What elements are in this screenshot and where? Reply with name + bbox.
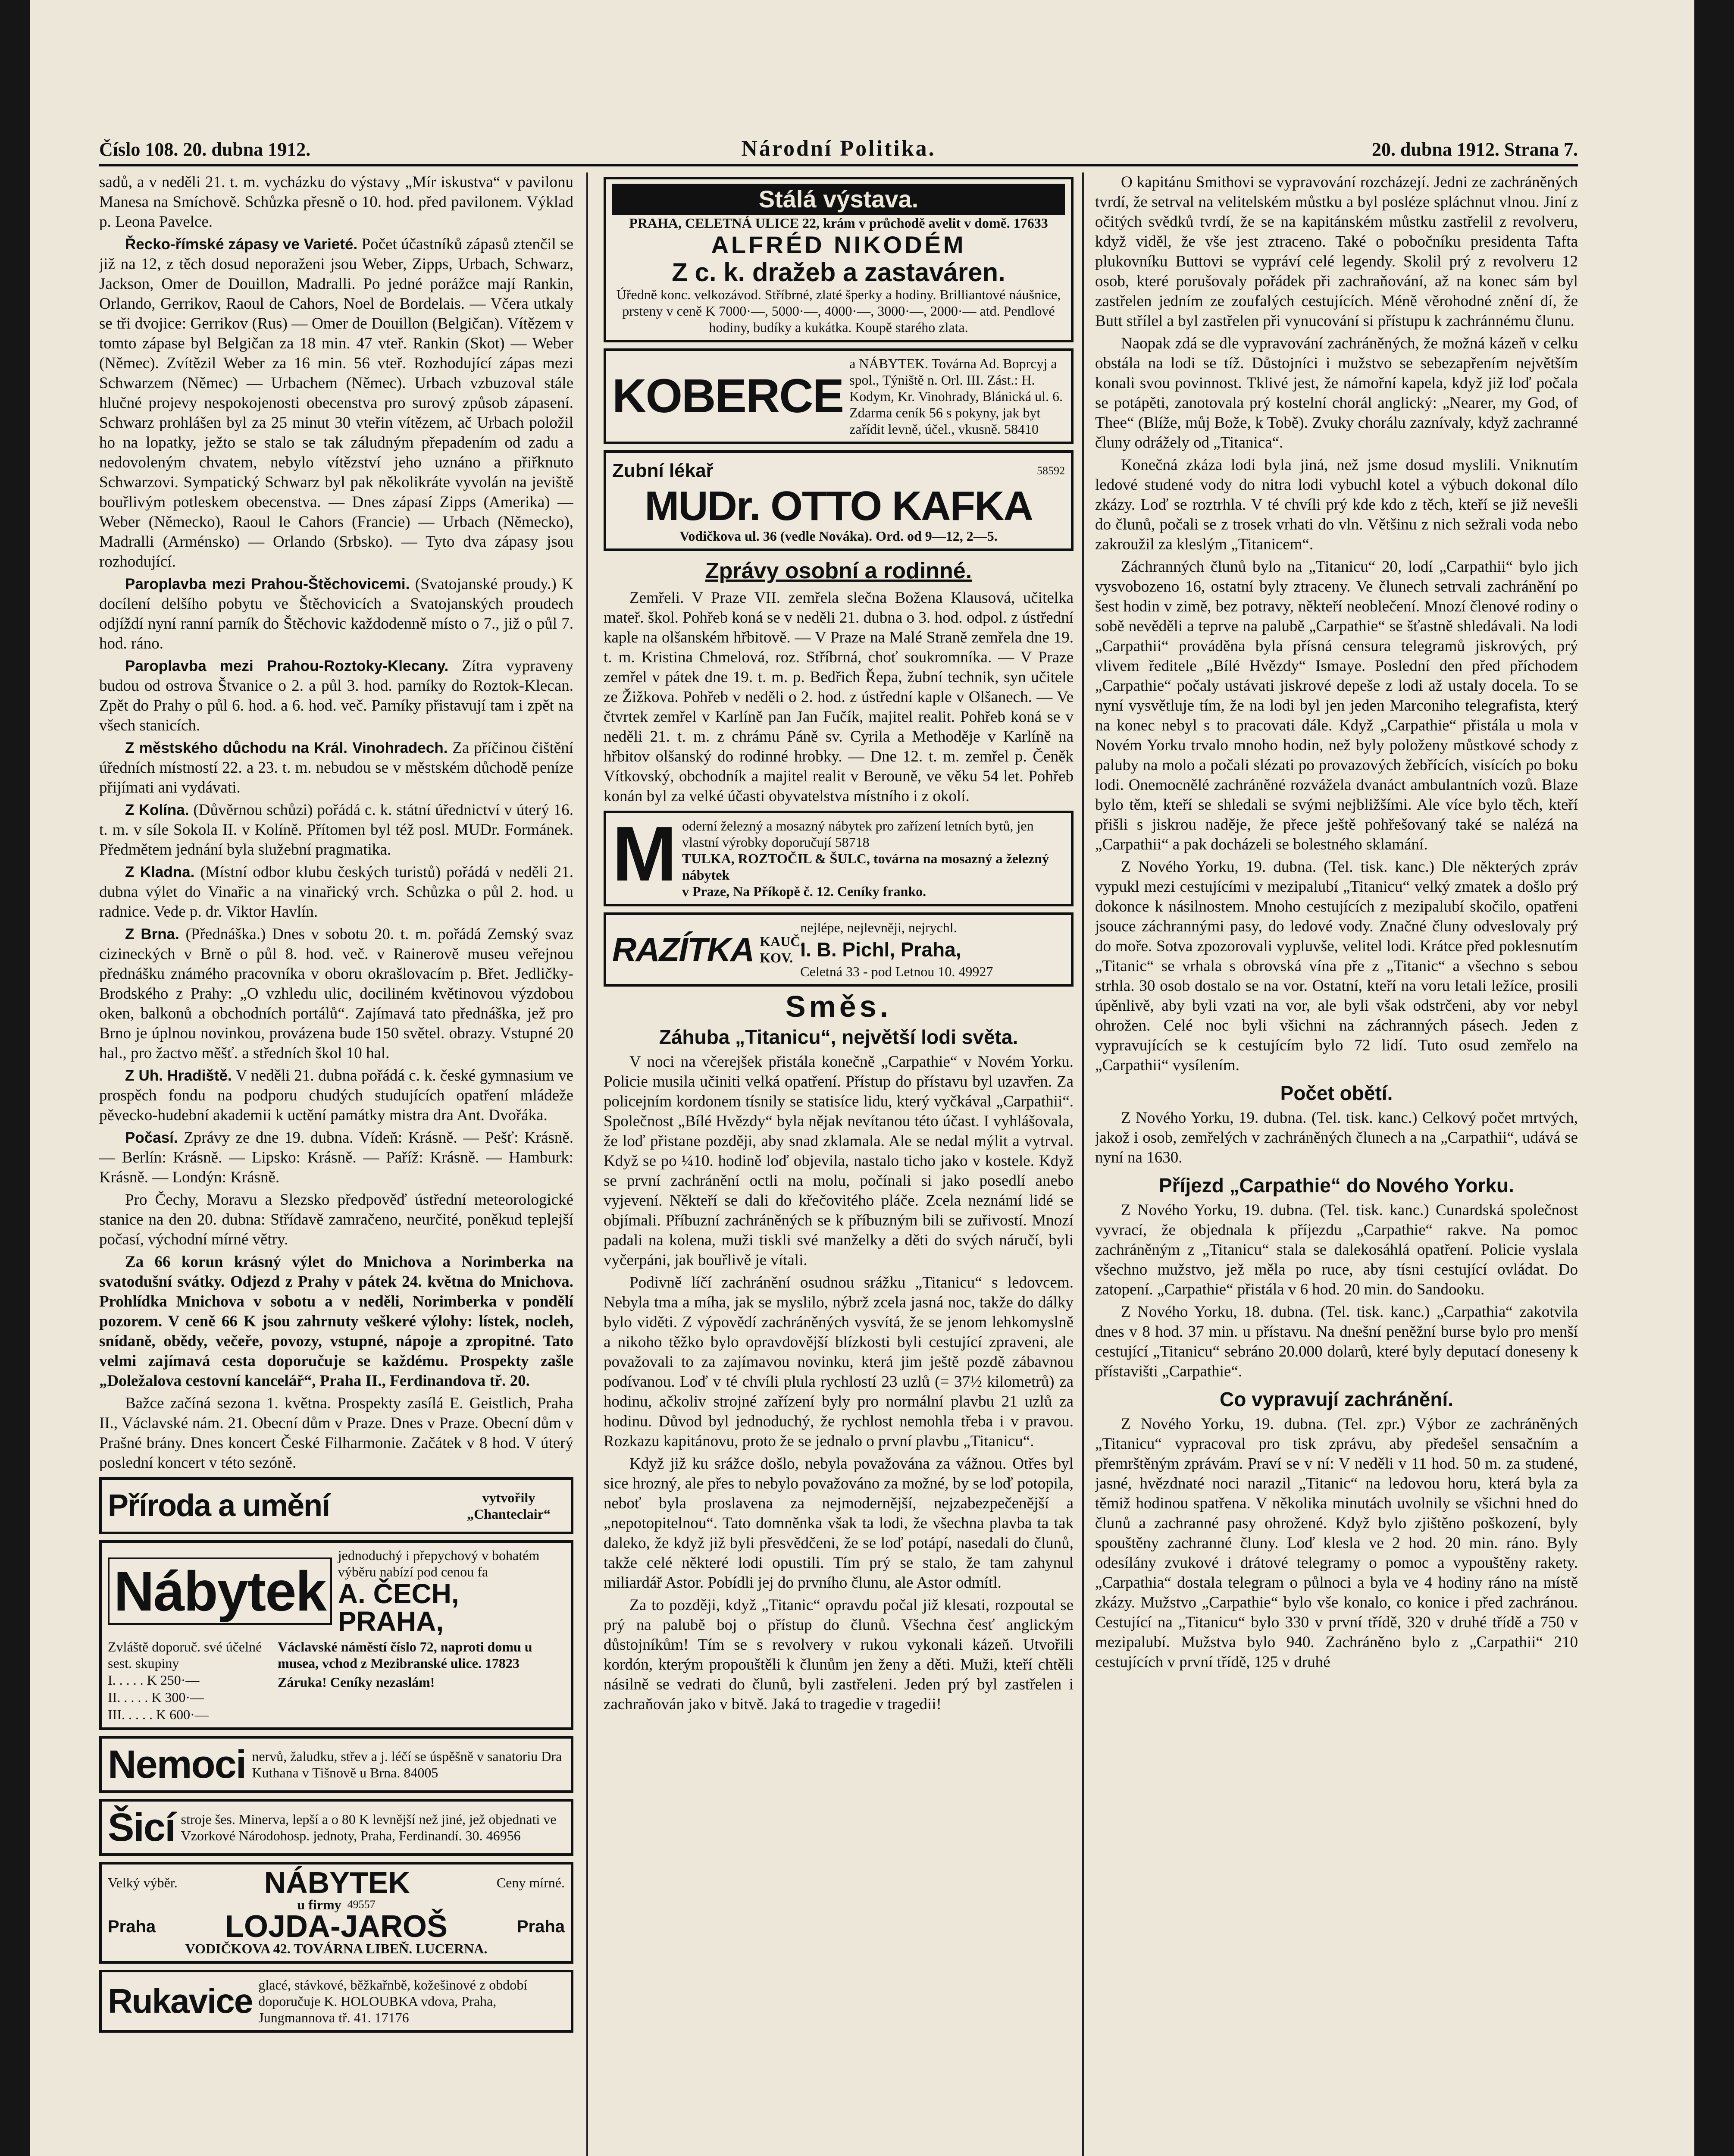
ad-title: NÁBYTEK: [264, 1866, 410, 1899]
article-body: Zítra vypraveny budou od ostrova Štvanice o 2. a půl 3. hod. parníky do Roztok-Klecan. Zpět do Prahy o půl 6. hod. a 6. hod. več. Parníky přistavují tam i zpět na všech stanicích.: [99, 657, 573, 734]
ad-nemoci: [99, 1736, 573, 1793]
ad-text: nervů, žaludku, střev a j. léčí se úspěšně v sanatoriu Dra Kuthana v Tišnově u Brna. 84005: [252, 1749, 562, 1780]
ad-priroda: [99, 1477, 573, 1534]
column-rule-1: [586, 172, 588, 2156]
article-paragraph: [99, 862, 573, 922]
ad-text: nejlépe, nejlevněji, nejrychl.: [800, 920, 957, 935]
article-paragraph: Pro Čechy, Moravu a Slezsko předpověď ústřední meteorologické stanice na den 20. dubna: Střídavě zamračeno, neurčité, poněkud teplejší počasí, východní mírné větry.: [99, 1191, 573, 1248]
page-right-edge: [1694, 0, 1734, 2156]
article-paragraph: Bažce začíná sezona 1. května. Prospekty zasílá E. Geistlich, Praha II., Václavské nám. 21. Obecní dům v Praze. Dnes v Praze. Obecní dům v Prašné brány. Dnes koncert České Filharmonie. Začátek v 8 hod. V úterý poslední koncert v této sezóně.: [99, 1395, 573, 1472]
article-heading: Z městského důchodu na Král. Vinohradech.: [125, 740, 448, 756]
ad-side: KAUČ. KOV.: [760, 934, 804, 965]
article-paragraph: Když již ku srážce došlo, nebyla považována za vážnou. Otřes byl sice hrozný, ale přes to nebylo považováno za možné, by se loď potopila, neboť byla proslavena za nejmodernější, nejzabezpečenější a „nepotopitelnou“. Tato domněnka však ta lodi, že všechna plavba ta tak daleko, že když již byli přesvědčeni, že se loď potápí, nasedali do člunů, takže celé některé lodi opustili. Tím prý se stalo, že tam zahynul miliardář Astor. Pobídli jej do prvního člunu, ale Astor odmítl.: [604, 1455, 1074, 1592]
article-paragraph: [99, 574, 573, 654]
ad-number: 49557: [347, 1898, 376, 1911]
ad-text: glacé, stávkové, běžkařnbě, kožešinové z období doporučuje K. HOLOUBKA vdova, Praha, Jungmannova tř. 41. 17176: [258, 1977, 528, 2025]
ad-koberce: [604, 348, 1074, 444]
ad-razitka: [604, 912, 1074, 987]
ad-city: Praha: [108, 1917, 156, 1936]
article-body: (Důvěrnou schůzi) pořádá c. k. státní úřednictví v úterý 16. t. m. v síle Sokola II. v Kolíně. Přítomen byl též posl. MUDr. Formánek. Předmětem jednání byla služební pragmatika.: [99, 801, 573, 859]
article-heading: Z Uh. Hradiště.: [125, 1067, 232, 1084]
article-body: (Svatojanské proudy.) K docílení delšího pobytu ve Štěchovicích a Svatojanských proudech odjíždí nyní ranní parník do Štěchovic každodenně místo o 7., již o půl 7. hod. ráno.: [99, 575, 573, 652]
ad-firm: TULKA, ROZTOČIL & ŠULC, továrna na mosazný a železný nábytek: [682, 851, 1049, 883]
ad-address: VODIČKOVA 42. TOVÁRNA LIBEŇ. LUCERNA.: [185, 1941, 488, 1956]
column-middle: [604, 172, 1074, 2156]
article-paragraph: V noci na včerejšek přistála konečně „Carpathie“ v Novém Yorku. Policie musila učiniti velká opatření. Přístup do přístavu byl uzavřen. Za policejním kordonem tísnily se statisíce lidu, který vyčkával „Carpathii“. Společnost „Bílé Hvězdy“ byla nějak nevítanou této účast. I vyhlášovala, že loď přistane později, aby snad zklamala. Ale se nedal mýlit a vytrval. Když se po ¼10. hodině loď objevila, nastalo ticho jako v kostele. Když se první zachránění octli na molu, počínali si jako posedlí anebo vyjevení. Někteří se dali do křečovitého pláče. Zcela neznámí lidé se objímali. Příbuzní zachráněných se k příbuzným bili se zuřivostí. Mnozí padali na kolena, muži tiskli své manželky a děti do svých náručí, byli vyčerpáni, jak bouřlivě je vítali.: [604, 1053, 1074, 1269]
ad-text: Ceny mírné.: [496, 1875, 565, 1890]
ad-lojda-jaros: [99, 1862, 573, 1964]
ad-firm: A. ČECH, PRAHA,: [338, 1578, 459, 1637]
article-paragraph: [99, 738, 573, 798]
article-paragraph: Podivně líčí zachránění osudnou srážku „Titanicu“ s ledovcem. Nebyla tma a míha, jak se myslilo, nýbrž zcela jasná noc, takže do dálky bylo viděti. Z výpovědí zachráněných vysvítá, že se jenom lehkomyslně a nikoho těžko bylo opravdovější blízkosti byli cestující zpraveni, ale považovali to za zajímavou novinku, která jim ještě pozdě zábavnou podívanou. Loď v té chvíli plula rychlostí 23 uzlů (= 37½ kilometrů) za hodinu, ačkoliv strojné zařízení byly pro normální plavbu 21 uzlů za hodinu. Důvod byl jednoduchý, že rychlost nemohla třeba i v pravou. Rozkazu kapitánovu, proto že se jednalo o první plavbu „Titanicu“.: [604, 1274, 1074, 1450]
article-body: Počet účastníků zápasů ztenčil se již na 12, z těch dosud neporaženi jsou Weber, Zipps, Urbach, Schwarz, Jackson, Omer de Douillon, Madralli. Po jedné porážce mají Rankin, Orlando, Gerrikov, Raoul de Cahors, Noel de Bordelais. — Včera utkaly se tři dvojice: Gerrikov (Rus) — Omer de Douillon (Belgičan). Vítězem v tomto zápase byl Belgičan za 18 min. 47 vteř. Rankin (Skot) — Weber (Němec). Zvítězil Weber za 16 min. 56 vteř. Rozhodující zápas mezi Schwarzem (Němec) — Urbachem (Němec). Urbach vzbuzoval stále hlučné projevy nespokojenosti obecenstva pro surový způsob zápasení. Schwarz prohlášen byl za 25 minut 30 vteřin vítězem, ač Urbach položil ho na lopatky, ježto se stalo se tak záludným přepadením od zadu a nedovoleným chvatem, nebylo vítězství jeho uznáno a přiřknuto Schwarzovi. Sympatický Schwarz byl pak několikráte vyvolán na jeviště bouřlivým potleskem obecenstva. — Dnes zápasí Zipps (Amerika) — Weber (Německo), Raoul le Cahors (Francie) — Urbach (Německo), Madralli (Arménsko) — Orlando (Srbsko). — Tyto dva zápasy jsou rozhodující.: [99, 235, 573, 570]
article-paragraph: [99, 924, 573, 1063]
ad-text: Zvláště doporuč. své účelné sest. skupiny: [108, 1639, 262, 1671]
column-rule-2: [1082, 172, 1084, 2156]
page-date: 20. dubna 1912. Strana 7.: [1371, 139, 1578, 160]
ad-firm: I. B. Pichl, Praha,: [800, 938, 961, 961]
ad-title: Příroda a umění: [108, 1489, 330, 1523]
article-heading: Z Kladna.: [125, 864, 195, 881]
article-paragraph: Z Nového Yorku, 19. dubna. (Tel. zpr.) Výbor ze zachráněných „Titanicu“ vypracoval pro tisk zprávu, aby předešel sensačním a přemrštěným zprávám. Praví se v ní: V neděli v 11 hod. 50 m. za studené, jasné, hvězdnaté noci narazil „Titanic“ na ledovou horu, která byla za těmiž hodinou spatřena. V několika minutách uvolnily se všichni hned do člunů a zachranné pasy ohrožené. Když bylo zjištěno poškození, byly spouštěny zachranné čluny. Loď klesla ve 2 hod. 20 min. ráno. Byly odesílány zvukové i drátové telegramy o pomoc a vypouštěny rakety. „Carpathia“ dostala telegram o půlnoci a byla ve 4 hodiny ráno na místě zkázy. Mužstvo „Carpathie“ bylo vše konalo, co konice i před zachránou. Cestující na „Titanicu“ bylo 330 v první třídě, 320 v druhé třídě a 750 v mezipalubí. Mužstva bylo 940. Zachráněno bylo z „Carpathii“ 210 cestujících v první třídě, 125 v druhé: [1095, 1415, 1578, 1671]
ad-title: Šicí: [108, 1805, 175, 1849]
section-heading: Směs.: [785, 990, 892, 1023]
masthead-title: Národní Politika.: [741, 136, 936, 161]
article-paragraph: Z Nového Yorku, 19. dubna. (Tel. tisk. kanc.) Cunardská společnost vyvrací, že objednala k příjezdu „Carpathie“ rakve. Na pomoc zachráněným z „Titanicu“ stala se dalekosáhlá opatření. Policie vyslala všechno mužstvo, jež měla po ruce, aby tísni cestující ovládat. Do zatopení. „Carpathie“ přistála v 6 hod. 20 min. do Sandooku.: [1095, 1201, 1578, 1298]
article-paragraph: [99, 800, 573, 860]
page-header: [99, 129, 1578, 166]
article-headline: Počet obětí.: [1280, 1082, 1393, 1104]
ad-nabytek-cech: [99, 1540, 573, 1730]
ad-title: Rukavice: [108, 1982, 253, 2020]
ad-text: Velký výběr.: [108, 1875, 178, 1890]
article-paragraph: [99, 656, 573, 736]
ad-subtitle: vytvořily „Chanteclair“: [467, 1490, 551, 1522]
article-paragraph: Z Nového Yorku, 18. dubna. (Tel. tisk. kanc.) „Carpathia“ zakotvila dnes v 8 hod. 37 min. u přístavu. Na dnešní peněžní burse bylo pro menší cestující „Titanicu“ sebráno 20.000 dolarů, které byly deputací doneseny k přístavišti „Carpathie“.: [1095, 1303, 1578, 1380]
ad-city: Praha: [516, 1917, 565, 1936]
ad-firm: ALFRÉD NIKODÉM: [711, 231, 966, 258]
ad-title: Nemoci: [108, 1742, 246, 1786]
ad-title: MUDr. OTTO KAFKA: [645, 483, 1033, 529]
ad-rukavice: [99, 1970, 573, 2033]
ad-text: u firmy: [297, 1897, 341, 1912]
column-right: [1095, 172, 1578, 2156]
ad-title: RAZÍTKA: [612, 931, 754, 968]
article-body: (Místní odbor klubu českých turistů) pořádá v neděli 21. dubna výlet do Vinařic a na vinařický vrch. Schůzka o půl 2. hod. u radnice. Vede p. dr. Viktor Havlín.: [99, 863, 573, 921]
article-paragraph: Z Nového Yorku, 19. dubna. (Tel. tisk. kanc.) Celkový počet mrtvých, jakož i osob, zemřelých v zachráněných člunech a na „Carpathii“, udává se nyní na 1630.: [1095, 1109, 1578, 1166]
ad-kafka: [604, 450, 1074, 551]
article-heading: Počasí.: [125, 1129, 178, 1146]
article-body: Za příčinou čištění úředních místností 22. a 23. t. m. nebudou se v městském důchodě peníze přijímati ani vydávati.: [99, 739, 573, 796]
ad-title: Nábytek: [108, 1557, 332, 1625]
article-paragraph: sadů, a v neděli 21. t. m. vycházku do výstavy „Mír iskustva“ v pavilonu Manesa na Smíchově. Schůzka přesně o 10. hod. před pavilonem. Výklad p. Leona Pavelce.: [99, 173, 573, 231]
article-paragraph: [99, 235, 573, 572]
ad-drop-cap: M: [612, 811, 676, 897]
ad-address: Vodičkova ul. 36 (vedle Nováka). Ord. od 9—12, 2—5.: [679, 528, 998, 544]
ad-text: Úředně konc. velkozávod. Stříbrné, zlaté šperky a hodiny. Brilliantové náušnice, prsteny v ceně K 7000·—, 5000·—, 4000·—, 3000·—, 2000·— atd. Pendlové hodiny, budíky a kukátka. Koupě starého zlata.: [616, 287, 1061, 335]
article-paragraph: Konečná zkáza lodi byla jiná, než jsme dosud myslili. Vniknutím ledové studené vody do nitra lodi vybuchl kotel a výbuch dokonal dílo zkázy. Loď se roztrhla. V té chvíli prý kde kdo z těch, kteří se již nevešli do člunů, počali se z trosek vrhati do vln. Většinu z nich sežrali voda nebo zakroužil za kleslým „Titanicem“.: [1095, 456, 1578, 553]
ad-address: PRAHA, CELETNÁ ULICE 22, krám v průchodě avelit v domě. 17633: [629, 215, 1048, 231]
article-paragraph: Zemřeli. V Praze VII. zemřela slečna Božena Klausová, učitelka mateř. škol. Pohřeb koná se v neděli 21. dubna o 3. hod. odpol. z ústřední kaple na olšanském hřbitově. — V Praze na Malé Straně zemřela dne 19. t. m. Kristina Chmelová, roz. Stříbrná, choť soukromníka. — V Praze zemřel v pátek dne 19. t. m. p. Bedřich Řepa, žubní technik, syn učitele ze Žižkova. Pohřeb v neděli o 2. hod. z ústřední kaple v Olšanech. — Ve čtvrtek zemřel v Karlíně pan Jan Fučík, majitel realit. Pohřeb koná se v neděli 21. t. m. z chrámu Páně sv. Cyrila a Methoděje v Karlíně na hřbitov olšanský do rodinné hrobky. — Dne 12. t. m. zemřel p. Čeněk Vítkovský, obchodník a majitel realit v Berouně, ve věku 54 let. Pohřeb konán byl za velké účasti obyvatelstva místního i z okolí.: [604, 589, 1074, 805]
article-heading: Paroplavba mezi Prahou-Štěchovicemi.: [125, 576, 410, 592]
column-left: [99, 172, 573, 2156]
article-body: V neděli 21. dubna pořádá c. k. české gymnasium ve prospěch fondu na podporu chudých studujících opatření mládeže pěvecko-hudební akademii k uctění památky mistra dra Ant. Dvořáka.: [99, 1067, 573, 1124]
article-paragraph: Za to později, když „Titanic“ opravdu počal již klesati, rozpoutal se prý na palubě boj o přístup do člunů. Všechna česť anglickým důstojníkům! Tím se s revolvery v rukou vykonali kázeň. Utvořili kordón, kterým propouštěli k člunům jen ženy a děti. Muži, kteří chtěli násilně se vedrati do člunů, byli zastřeleni. Jeden prý byl zastřelen i zachraňován jako v bitvě. Jaká to tragedie v tragedii!: [604, 1596, 1074, 1713]
price-row: III. . . . . K 600·—: [108, 1707, 209, 1722]
ad-text: stroje šes. Minerva, lepší a o 80 K levnější než jiné, jež objednati ve Vzorkové Národohosp. jednoty, Praha, Ferdinandí. 30. 46956: [181, 1811, 557, 1843]
page-left-edge: [0, 0, 30, 2156]
article-heading: Z Brna.: [125, 926, 179, 943]
article-body: Zprávy ze dne 19. dubna. Vídeň: Krásně. — Pešť: Krásně. — Berlín: Krásně. — Lipsko: Krásně. — Paříž: Krásně. — Hamburk: Krásně. — Londýn: Krásně.: [99, 1129, 573, 1186]
article-headline: Co vypravují zachránění.: [1220, 1388, 1453, 1410]
ad-sici-stroje: [99, 1799, 573, 1856]
article-heading: Z Kolína.: [125, 802, 189, 818]
ad-text: oderní železný a mosazný nábytek pro zařízení letních bytů, jen vlastní výrobky doporučují 58718: [682, 818, 1034, 850]
section-heading: Zprávy osobní a rodinné.: [705, 558, 972, 583]
article-paragraph: [99, 1066, 573, 1125]
article-heading: Paroplavba mezi Prahou-Roztoky-Klecany.: [125, 658, 449, 674]
ad-number: 58592: [1037, 464, 1065, 477]
article-paragraph: Naopak zdá se dle vypravování zachráněných, že možná kázeň v celku obstála na lodi se tíž. Důstojníci i mužstvo se sebezapřením největším konali svou povinnost. Tklivé jest, že námořní kapela, když již loď počala se potápěti, zanotovala prý kostelní chorál anglický: „Nearer, my God, of Thee“ (Blíže, můj Bože, k Tobě). Zvuky chorálu zaznívaly, když zachranné čluny odrážely od „Titanica“.: [1095, 335, 1578, 451]
article-paragraph: Z Nového Yorku, 19. dubna. (Tel. tisk. kanc.) Dle některých zpráv vypukl mezi cestujícími v mezipalubí „Titanicu“ velký zmatek a došlo prý dokonce k násilnostem. Mnoho cestujících z mezipalubí skočilo, opatřeni jsouce záchrannými pasy, do ledové vody. Značné čluny odveslovaly prý do moře. Sotva zpozorovali vypluvše, velitel lodi. Krátce před poklesnutím „Titanic“ se vrhala s obrovská vína pře z „Titanic“ a všechno s sebou strhla. 30 osob dostalo se na vor. Ostatní, kteří na voru letali ležíce, prosili úpěnlivě, aby byli vzati na vor, ale byli však odstrčeni, aby vor nebyl ohrožen. Celé noc byli všichni na záchranných pásech. Jeden z vypravujících se k cestujícím bylo 72 lidí. Tuto osud zemřelo na „Carpathii“ vysílením.: [1095, 858, 1578, 1074]
article-body: (Přednáška.) Dnes v sobotu 20. t. m. pořádá Zemský svaz cizineckých v Brně o půl 8. hod. več. v Rainerově museu veřejnou přednášku známého pracovníka v oboru okrašlovacím p. Břet. Jedličky-Brodského z Prahy: „O vzhledu ulic, dociliném květinovou výzdobou oken, balkonů a obchodních portálů“. Zajímavá tato přednáška, jež pro Brno je úplnou novinkou, provázena bude 150 světel. obrazy. Vstupné 20 hal., pro žactvo měšť. a středních škol 10 hal.: [99, 925, 573, 1062]
ad-address: v Praze, Na Příkopě č. 12. Ceníky franko.: [682, 884, 926, 899]
ad-address: Václavské náměstí číslo 72, naproti domu u musea, vchod z Mezibranské ulice. 17823: [278, 1639, 532, 1671]
ad-text: Záruka! Ceníky nezaslám!: [278, 1674, 435, 1690]
issue-number: Číslo 108. 20. dubna 1912.: [99, 139, 311, 160]
article-paragraph: Záchranných člunů bylo na „Titanicu“ 20, lodí „Carpathii“ bylo jich vysvobozeno 16, ostatní byly ztraceny. Ve člunech setrvali zachránění po šest hodin v zimě, bez potravy, někteří neoblečení. Mnozí členové rodiny o sobě nevěděli a teprve na palubě „Carpathie“ se šťastně shledávali. Na lodi „Carpathii“ prováděna byla přísná censura telegramů jiskrových, prý vlivem ředitele „Bílé Hvězdy“ Ismaye. Poslední den před příchodem „Carpathie“ počaly ustávati jiskrové depeše z lodi až ustaly docela. To se nyní vysvětluje tím, že na lodi byl jen jeden Marconiho telegrafista, který na konec nebyl s to pracovati dále. Když „Carpathie“ přistála u mola v Novém Yorku trvalo mnoho hodin, než byly položeny můstkové schody z paluby na molo a počali slézati po provazových žebřících, visících po boku lodi. Onemocnělé zachráněné rozvážela dvanáct ambulantních vozů. Blaze bylo těm, kteří se shledali se svými nejbližšími. Ale více bylo těch, kteří přišli s jiskrou naděje, že přece ještě pohřešovaný také se nalézá na „Carpathii“ a pak docházeli se bolestného sklamání.: [1095, 558, 1578, 853]
ad-moderni-nabytek: [604, 811, 1074, 906]
ad-subtitle: Z c. k. dražeb a zastaváren.: [672, 258, 1005, 287]
article-headline: Záhuba „Titanicu“, největší lodi světa.: [659, 1026, 1018, 1048]
article-heading: Řecko-římské zápasy ve Varieté.: [125, 236, 358, 253]
ad-address: Celetná 33 - pod Letnou 10. 49927: [800, 964, 993, 979]
ad-stala-vystava: [604, 177, 1074, 342]
ad-text: jednoduchý i přepychový v bohatém výběru nabízí pod cenou fa: [338, 1548, 540, 1579]
price-row: I. . . . . K 250·—: [108, 1672, 200, 1688]
ad-subtitle: Zubní lékař: [612, 460, 714, 481]
ad-text: a NÁBYTEK. Továrna Ad. Boprcyj a spol., Týniště n. Orl. III. Zást.: H. Kodym, Kr. Vinohrady, Blánická ul. 6. Zdarma ceník 56 s pokyny, jak byt zařídit levně, účel., vkusně. 58410: [849, 356, 1063, 437]
article-headline: Příjezd „Carpathie“ do Nového Yorku.: [1159, 1174, 1514, 1197]
article-paragraph: [99, 1128, 573, 1188]
ad-title: Stálá výstava.: [612, 184, 1065, 215]
ad-title: KOBERCE: [612, 370, 844, 423]
price-row: II. . . . . K 300·—: [108, 1689, 204, 1705]
article-paragraph: Za 66 korun krásný výlet do Mnichova a Norimberka na svatodušní svátky. Odjezd z Prahy v pátek 24. května do Mnichova. Prohlídka Mnichova v sobotu a v neděli, Norimberka v pondělí pozorem. V ceně 66 K jsou zahrnuty veškeré výlohy: lístek, nocleh, snídaně, obědy, večeře, povozy, vstupné, nápoje a zpropitné. Tato velmi zajímavá cesta doporučuje se každému. Prospekty zašle „Doležalova cestovní kancelář“, Praha II., Ferdinandova tř. 20.: [99, 1253, 573, 1390]
article-paragraph: O kapitánu Smithovi se vypravování rozcházejí. Jedni ze zachráněných tvrdí, že setrval na velitelském můstku a byl posléze spláchnut vlnou. Jiní z očitých svědků tvrdí, že se na kapitánském můstku zastřelil z revolveru, když viděl, že vše jest ztraceno. Také o pobočníku presidenta Tafta plukovníku Buttovi se vypráví celé legendy. Skolil prý z revolveru 12 osob, které porušovaly pořádek při zachraňování, až na konec sám byl zastřelen jedním ze zoufalých cestujících. Méně věrohodné znění dí, že Butt střílel a byl zastřelen při vynucování si přístupu k zachránnému člunu.: [1095, 173, 1578, 330]
ad-firm: LOJDA-JAROŠ: [225, 1909, 448, 1944]
